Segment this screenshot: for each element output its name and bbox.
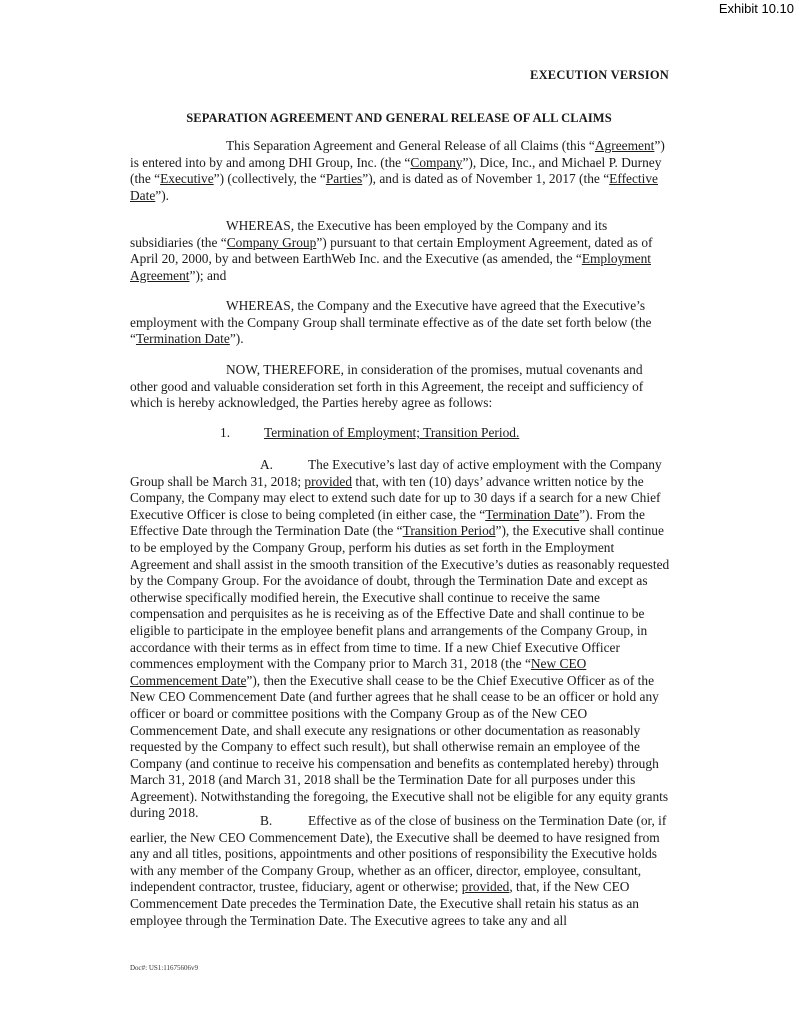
defined-term: Termination Date: [485, 506, 580, 522]
defined-term: Company Group: [226, 234, 317, 250]
defined-term: Effective Date: [130, 171, 658, 203]
whereas-paragraph-1: WHEREAS, the Executive has been employed by the Company and its subsidiaries (the “Company Group”) pursuant to that certain Employment Agreement, dated as of April 20, 2000, by and between EarthWeb Inc. and the Executive (as amended, the “Employment Agreement”); and: [130, 218, 653, 283]
defined-term: Executive: [160, 171, 214, 187]
defined-term: Transition Period: [402, 523, 496, 539]
defined-term: Company: [410, 154, 463, 170]
defined-term: New CEO Commencement Date: [130, 656, 587, 688]
defined-term: Agreement: [594, 138, 655, 153]
defined-term: Termination Date: [135, 331, 230, 347]
paragraph-label: B.: [260, 813, 273, 828]
defined-term: Employment Agreement: [130, 251, 651, 283]
paragraph-label: A.: [260, 457, 274, 472]
document-id-footer: Doc#: US1:11675606v9: [130, 964, 198, 972]
now-therefore-paragraph: NOW, THEREFORE, in consideration of the promises, mutual covenants and other good and valuable consideration set forth in this Agreement, the receipt and sufficiency of which is hereby acknowledged, the Parties hereby agree as follows:: [130, 362, 644, 411]
section-1-heading: [220, 425, 519, 441]
exhibit-label: Exhibit 10.10: [718, 1, 794, 16]
defined-term: provided: [304, 473, 353, 489]
whereas-paragraph-2: WHEREAS, the Company and the Executive have agreed that the Executive’s employment with the Company Group shall terminate effective as of the date set forth below (the “Termination Date”).: [130, 298, 652, 347]
paragraph-b: B. Effective as of the close of business on the Termination Date (or, if earlier, the New CEO Commencement Date), the Executive shall be deemed to have resigned from any and all titles, positions, appointments and other positions of responsibility the Executive holds with any member of the Company Group, whether as an officer, director, employee, consultant, independent contractor, trustee, fiduciary, agent or otherwise; provided, that, if the New CEO Commencement Date precedes the Termination Date, the Executive shall retain his status as an employee through the Termination Date. The Executive agrees to take any and all: [130, 813, 667, 928]
section-title: Termination of Employment; Transition Period.: [264, 425, 520, 440]
execution-version-label: EXECUTION VERSION: [530, 68, 669, 82]
section-number: 1.: [220, 425, 231, 440]
defined-term: provided: [461, 879, 510, 895]
intro-paragraph: This Separation Agreement and General Release of all Claims (this “Agreement”) is entered into by and among DHI Group, Inc. (the “Company”), Dice, Inc., and Michael P. Durney (the “Executive”) (collectively, the “Parties”), and is dated as of November 1, 2017 (the “Effective Date”).: [130, 138, 665, 203]
paragraph-a: A. The Executive’s last day of active employment with the Company Group shall be March 31, 2018; provided that, with ten (10) days’ advance written notice by the Company, the Company may elect to extend such date for up to 30 days if a search for a new Chief Executive Officer is close to being completed (in either case, the “Termination Date”). From the Effective Date through the Termination Date (the “Transition Period”), the Executive shall continue to be employed by the Company Group, perform his duties as set forth in the Employment Agreement and shall assist in the smooth transition of the Executive’s duties as reasonably requested by the Company Group. For the avoidance of doubt, through the Termination Date and except as otherwise specifically modified herein, the Executive shall continue to receive the same compensation and perquisites as he is receiving as of the Effective Date and shall continue to be eligible to participate in the employee benefit plans and arrangements of the Company Group, in accordance with their terms as in effect from time to time. If a new Chief Executive Officer commences employment with the Company prior to March 31, 2018 (the “New CEO Commencement Date”), then the Executive shall cease to be the Chief Executive Officer as of the New CEO Commencement Date (and further agrees that he shall cease to be an officer or hold any officer or board or committee positions with the Company Group as of the New CEO Commencement Date, and shall execute any resignations or other documentation as reasonably requested by the Company to effect such result), but shall otherwise remain an employee of the Company (and continue to receive his compensation and benefits as contemplated hereby) through March 31, 2018 (and March 31, 2018 shall be the Termination Date for all purposes under this Agreement). Notwithstanding the foregoing, the Executive shall not be eligible for any equity grants during 2018.: [130, 457, 670, 821]
defined-term: Parties: [325, 171, 363, 187]
document-title: SEPARATION AGREEMENT AND GENERAL RELEASE OF ALL CLAIMS: [186, 111, 612, 125]
